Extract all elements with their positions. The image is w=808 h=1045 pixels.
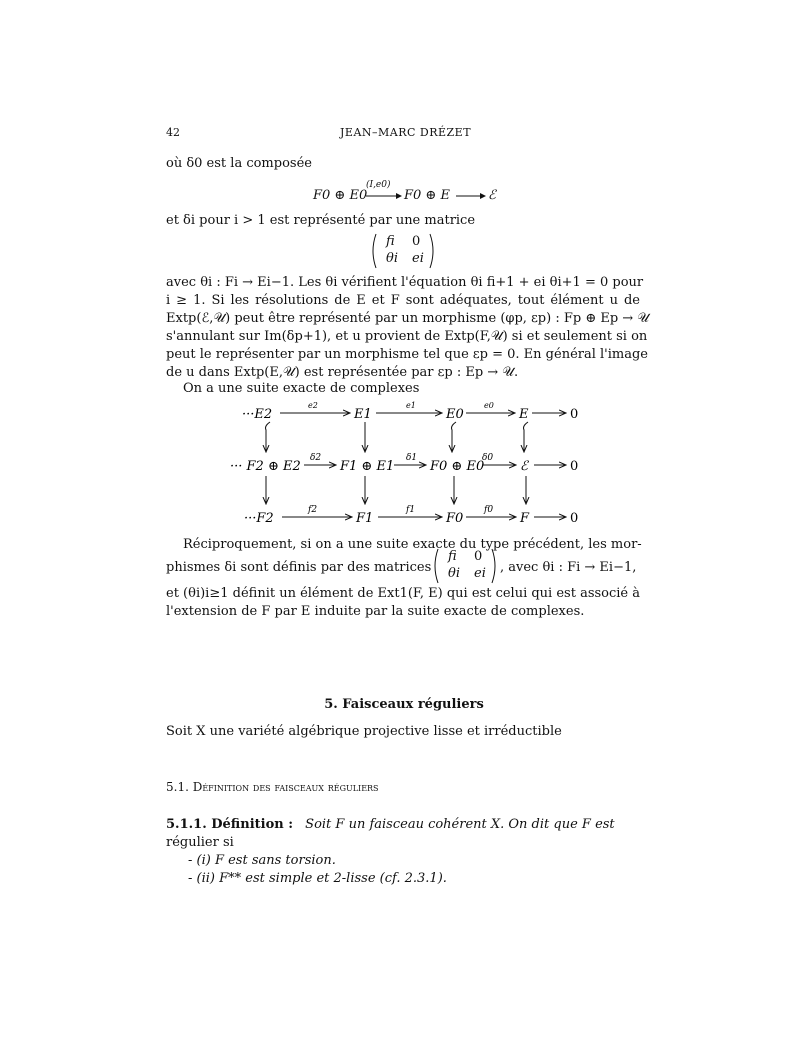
para1-line-4: s'annulant sur Im(δp+1), et u provient de Extp(F,𝒰) si et seulement si on [166, 329, 648, 344]
eq1-label: (I,e0) [366, 180, 391, 190]
para2-line-2a: phismes δi sont définis par des matrices [166, 560, 432, 575]
definition-item-2: - (ii) F** est simple et 2-lisse (cf. 2.3.1). [188, 871, 447, 886]
definition-item-1: - (i) F est sans torsion. [188, 853, 336, 868]
d-r3-f0: F0 [446, 511, 464, 526]
commutative-diagram [220, 398, 600, 528]
subsection-title: 5.1. Définition des faisceaux réguliers [166, 780, 379, 794]
running-head: JEAN–MARC DRÉZET [340, 126, 472, 139]
eq1-right: ℰ [488, 188, 496, 203]
para2-line-1: Réciproquement, si on a une suite exacte du type précédent, les mor- [183, 537, 642, 552]
d-r2-c1: F1 ⊕ E1 [340, 459, 395, 474]
matrix2-zero: 0 [474, 549, 483, 564]
d-r1-e0: E0 [446, 407, 464, 422]
d-v1-d [524, 422, 529, 452]
para1-line-6: de u dans Extp(E,𝒰) est représentée par εp : Ep → 𝒰. [166, 365, 519, 380]
eq1-mid: F0 ⊕ E [404, 188, 450, 203]
definition-head: 5.1.1. Définition : [166, 817, 294, 832]
eq1-left: F0 ⊕ E0 [313, 188, 368, 203]
para2-line-2b: , avec θi : Fi → Ei−1, [500, 560, 637, 575]
d-r1-e: E [519, 407, 529, 422]
para2-line-4: l'extension de F par E induite par la suite exacte de complexes. [166, 604, 585, 619]
d-r2-e: ℰ [520, 459, 528, 474]
para1-line-3: Extp(ℰ,𝒰) peut être représenté par un morphisme (φp, εp) : Fp ⊕ Ep → 𝒰 [166, 311, 650, 326]
matrix-delta-2 [432, 547, 498, 585]
d-r3-f2: ···F2 [244, 511, 274, 526]
d-r1-e2: ···E2 [242, 407, 273, 422]
d-r2-lab1: δ1 [406, 453, 418, 463]
d-r3-f: F [520, 511, 530, 526]
text-line-suite: On a une suite exacte de complexes [183, 381, 420, 396]
eq1-arrow-2 [456, 190, 486, 202]
d-r3-lab2: f2 [308, 505, 318, 515]
d-v1-c [452, 422, 457, 452]
matrix-fi: fi [386, 234, 395, 249]
d-r1-lab1: e1 [406, 401, 416, 410]
d-r1-e1: E1 [354, 407, 372, 422]
text-line-composee: où δ0 est la composée [166, 156, 312, 171]
matrix2-ei: ei [474, 566, 486, 581]
d-r2-lab2: δ2 [310, 453, 322, 463]
d-r3-lab1: f1 [406, 505, 416, 515]
definition-line-1 [166, 817, 615, 832]
matrix-ei: ei [412, 251, 424, 266]
text-line-matrice: et δi pour i > 1 est représenté par une matrice [166, 213, 476, 228]
page-number: 42 [166, 126, 180, 139]
matrix-theta: θi [386, 251, 398, 266]
d-v1-a [266, 422, 271, 452]
eq1-arrow [366, 190, 402, 202]
d-r2-c2: ··· F2 ⊕ E2 [230, 459, 301, 474]
definition-text: Soit F un faisceau cohérent X. On dit que F est [305, 817, 615, 832]
d-r1-lab0: e0 [484, 401, 494, 410]
d-r2-zero: 0 [570, 459, 579, 474]
d-r2-lab0: δ0 [482, 453, 494, 463]
d-r3-f1: F1 [356, 511, 374, 526]
para1-line-1: avec θi : Fi → Ei−1. Les θi vérifient l'équation θi fi+1 + ei θi+1 = 0 pour [166, 275, 644, 290]
section-title: 5. Faisceaux réguliers [324, 697, 484, 712]
para1-line-2: i ≥ 1. Si les résolutions de E et F sont adéquates, tout élément u de [166, 293, 640, 308]
matrix2-fi: fi [448, 549, 457, 564]
d-r2-c0: F0 ⊕ E0 [430, 459, 485, 474]
para2-line-3: et (θi)i≥1 définit un élément de Ext1(F, E) qui est celui qui est associé à [166, 586, 641, 601]
d-r1-zero: 0 [570, 407, 579, 422]
d-r3-lab0: f0 [484, 505, 494, 515]
definition-line-2: régulier si [166, 835, 234, 850]
d-r3-zero: 0 [570, 511, 579, 526]
matrix2-theta: θi [448, 566, 460, 581]
para1-line-5: peut le représenter par un morphisme tel que εp = 0. En général l'image [166, 347, 648, 362]
d-r1-lab2: e2 [308, 401, 318, 410]
section-intro: Soit X une variété algébrique projective lisse et irréductible [166, 724, 562, 739]
matrix-delta [370, 232, 436, 270]
matrix-zero: 0 [412, 234, 421, 249]
